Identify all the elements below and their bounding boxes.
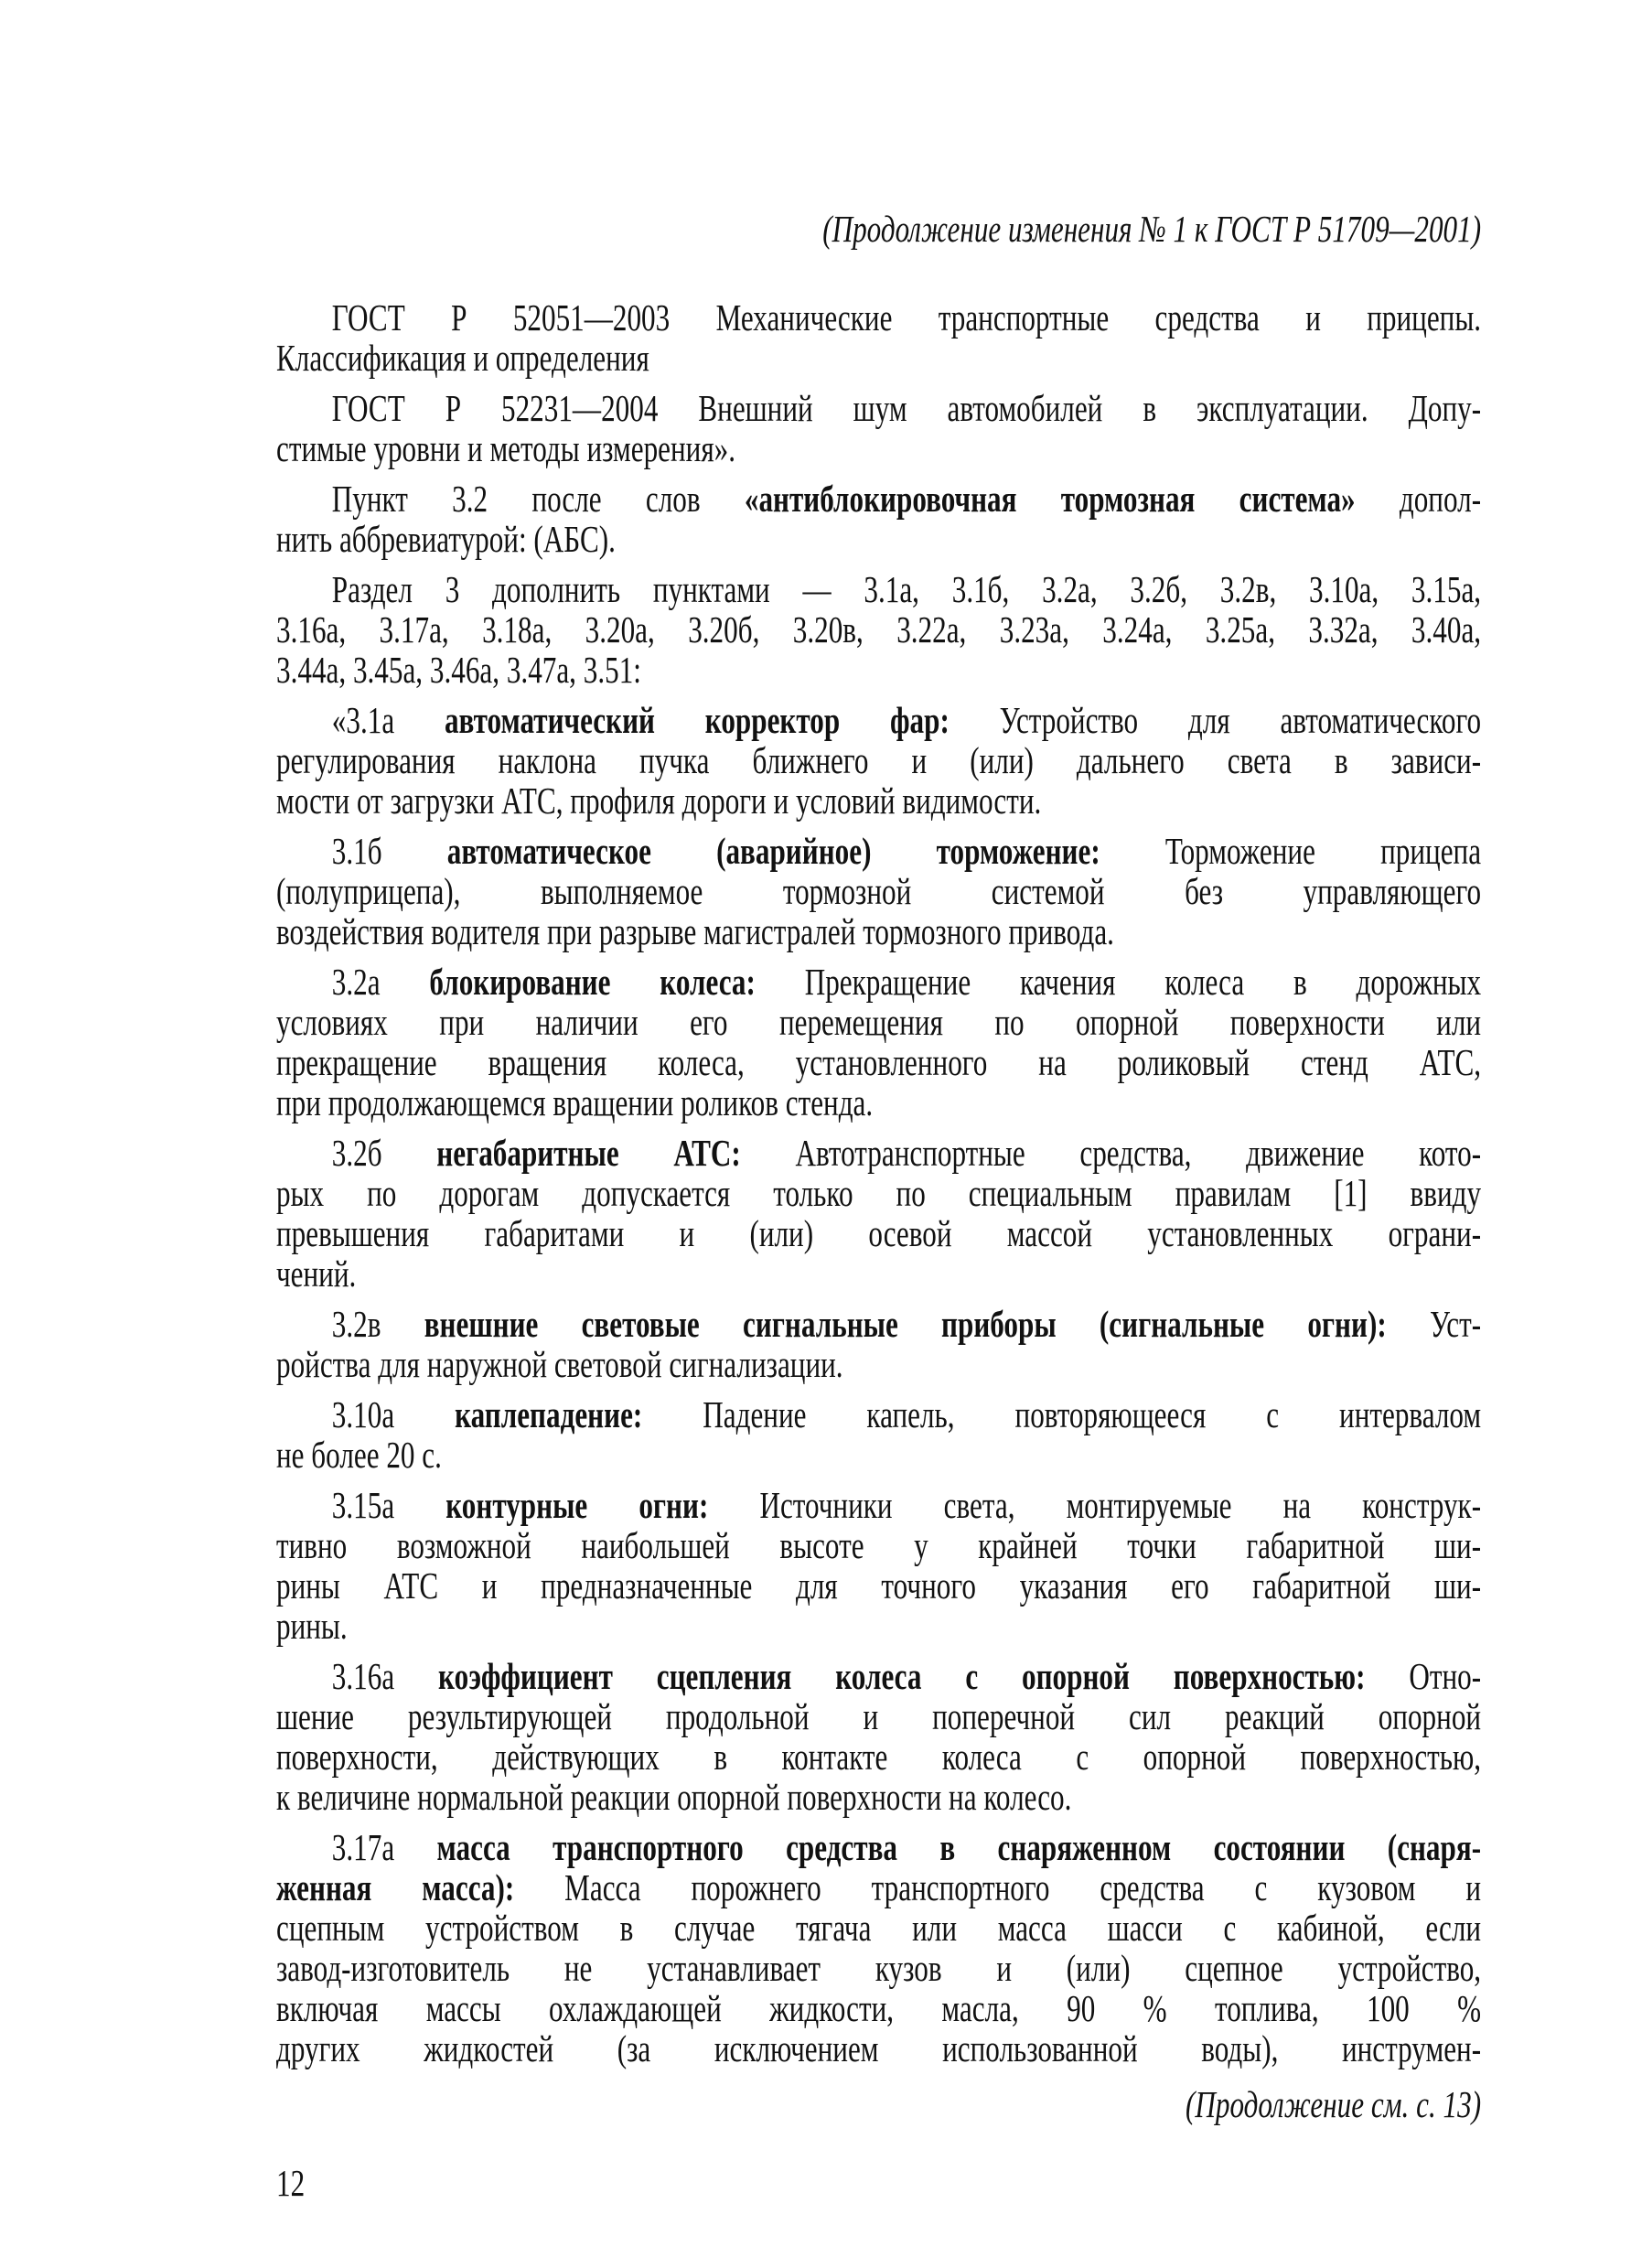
- text-line: [276, 519, 1481, 559]
- paragraph: [276, 962, 1481, 1123]
- paragraph: [276, 1827, 1481, 2069]
- text-segment: других жидкостей (за исключением использованной воды), инструмен-: [276, 2027, 1482, 2069]
- text-segment: Пункт 3.2 после слов: [331, 478, 745, 520]
- page-number: 12: [276, 2162, 306, 2204]
- text-segment: не более 20 с.: [276, 1434, 442, 1476]
- text-line: [276, 1485, 1481, 1525]
- term-bold: внешние световые сигнальные приборы (сигнальные огни):: [424, 1303, 1387, 1345]
- text-line: [276, 428, 1481, 468]
- text-line: [276, 2028, 1481, 2069]
- text-segment: завод-изготовитель не устанавливает кузов и (или) сцепное устройство,: [276, 1947, 1482, 1989]
- paragraph: [276, 1485, 1481, 1646]
- term-bold: блокирование колеса:: [429, 961, 756, 1003]
- text-segment: мости от загрузки АТС, профиля дороги и условий видимости.: [276, 779, 1042, 822]
- term-bold: контурные огни:: [445, 1484, 709, 1526]
- text-line: [276, 831, 1481, 871]
- text-line: [276, 780, 1481, 821]
- text-segment: сцепным устройством в случае тягача или масса шасси с кабиной, если: [276, 1907, 1482, 1949]
- text-line: [276, 650, 1481, 690]
- text-line: [276, 1736, 1481, 1777]
- paragraph: [276, 1394, 1481, 1475]
- text-segment: включая массы охлаждающей жидкости, масла, 90 % топлива, 100 %: [276, 1987, 1482, 2029]
- document-body: [276, 297, 1481, 2079]
- text-segment: нить аббревиатурой: (АБС).: [276, 518, 616, 560]
- term-bold: «антиблокировочная тормозная система»: [744, 478, 1356, 520]
- text-line: [276, 1213, 1481, 1253]
- text-line: [276, 297, 1481, 338]
- text-line: [276, 1394, 1481, 1435]
- text-segment: ройства для наружной световой сигнализации.: [276, 1343, 843, 1385]
- paragraph: [276, 831, 1481, 951]
- text-line: [276, 1344, 1481, 1384]
- text-segment: 3.16а, 3.17а, 3.18а, 3.20а, 3.20б, 3.20в, 3.22а, 3.23а, 3.24а, 3.25а, 3.32а, 3.40а,: [276, 608, 1482, 650]
- text-segment: 3.1б: [331, 830, 447, 872]
- text-segment: допол-: [1355, 478, 1482, 520]
- text-line: [276, 1988, 1481, 2028]
- text-line: [276, 1656, 1481, 1696]
- text-line: [276, 700, 1481, 740]
- text-segment: Отно-: [1365, 1655, 1482, 1697]
- text-segment: рых по дорогам допускается только по специальным правилам [1] ввиду: [276, 1172, 1482, 1214]
- text-segment: Автотранспортные средства, движение кото-: [740, 1132, 1482, 1174]
- text-segment: 3.16а: [331, 1655, 439, 1697]
- paragraph: [276, 1133, 1481, 1294]
- text-segment: превышения габаритами и (или) осевой массой установленных ограни-: [276, 1212, 1482, 1254]
- text-line: [276, 1082, 1481, 1123]
- text-segment: Уст-: [1386, 1303, 1482, 1345]
- text-line: [276, 1253, 1481, 1294]
- text-segment: прекращение вращения колеса, установленного на роликовый стенд АТС,: [276, 1041, 1482, 1083]
- text-segment: Падение капель, повторяющееся с интервалом: [642, 1393, 1482, 1435]
- paragraph: [276, 478, 1481, 559]
- text-segment: Прекращение качения колеса в дорожных: [755, 961, 1482, 1003]
- text-segment: Источники света, монтируемые на конструк-: [708, 1484, 1482, 1526]
- text-line: [276, 1777, 1481, 1817]
- text-segment: Торможение прицепа: [1100, 830, 1482, 872]
- text-line: [276, 1606, 1481, 1646]
- text-segment: ГОСТ Р 52231—2004 Внешний шум автомобилей в эксплуатации. Допу-: [331, 387, 1482, 429]
- text-segment: 3.2б: [331, 1132, 437, 1174]
- text-line: [276, 1173, 1481, 1213]
- paragraph: [276, 388, 1481, 468]
- text-line: [276, 740, 1481, 780]
- text-line: [276, 1304, 1481, 1344]
- text-line: [276, 1827, 1481, 1867]
- text-line: [276, 569, 1481, 609]
- text-segment: Классификация и определения: [276, 337, 649, 379]
- text-segment: 3.44а, 3.45а, 3.46а, 3.47а, 3.51:: [276, 649, 641, 691]
- paragraph: [276, 700, 1481, 821]
- text-segment: тивно возможной наибольшей высоте у крайней точки габаритной ши-: [276, 1524, 1482, 1566]
- paragraph: [276, 569, 1481, 690]
- text-segment: 3.2а: [331, 961, 430, 1003]
- text-segment: при продолжающемся вращении роликов стенда.: [276, 1081, 874, 1123]
- term-bold: негабаритные АТС:: [436, 1132, 741, 1174]
- term-bold: автоматическое (аварийное) торможение:: [446, 830, 1100, 872]
- paragraph: [276, 1304, 1481, 1384]
- text-segment: рины.: [276, 1605, 348, 1647]
- text-line: [276, 1948, 1481, 1988]
- text-segment: 3.17а: [331, 1826, 437, 1868]
- text-segment: «3.1а: [331, 699, 445, 741]
- text-segment: Раздел 3 дополнить пунктами — 3.1а, 3.1б, 3.2а, 3.2б, 3.2в, 3.10а, 3.15а,: [331, 568, 1482, 610]
- text-segment: ГОСТ Р 52051—2003 Механические транспортные средства и прицепы.: [331, 296, 1482, 339]
- term-bold: коэффициент сцепления колеса с опорной поверхностью:: [438, 1655, 1366, 1697]
- text-line: [276, 1133, 1481, 1173]
- text-line: [276, 338, 1481, 378]
- term-bold: женная масса):: [276, 1866, 515, 1908]
- text-segment: к величине нормальной реакции опорной поверхности на колесо.: [276, 1776, 1072, 1818]
- text-segment: 3.10а: [331, 1393, 456, 1435]
- text-segment: (полуприцепа), выполняемое тормозной системой без управляющего: [276, 870, 1482, 912]
- text-segment: условиях при наличии его перемещения по опорной поверхности или: [276, 1001, 1482, 1043]
- term-bold: автоматический корректор фар:: [444, 699, 950, 741]
- paragraph: [276, 297, 1481, 378]
- text-line: [276, 1696, 1481, 1736]
- text-line: [276, 478, 1481, 519]
- text-line: [276, 1565, 1481, 1606]
- text-segment: воздействия водителя при разрыве магистралей тормозного привода.: [276, 910, 1114, 952]
- text-line: [276, 1908, 1481, 1948]
- text-line: [276, 1042, 1481, 1082]
- text-line: [276, 1867, 1481, 1908]
- term-bold: масса транспортного средства в снаряженном состоянии (снаря-: [436, 1826, 1482, 1868]
- text-segment: Устройство для автоматического: [949, 699, 1482, 741]
- text-segment: 3.15а: [331, 1484, 446, 1526]
- text-segment: поверхности, действующих в контакте колеса с опорной поверхностью,: [276, 1736, 1482, 1778]
- text-line: [276, 1435, 1481, 1475]
- text-segment: шение результирующей продольной и поперечной сил реакций опорной: [276, 1695, 1482, 1737]
- term-bold: каплепадение:: [455, 1393, 643, 1435]
- running-header: (Продолжение изменения № 1 к ГОСТ Р 51709—2001): [822, 208, 1482, 250]
- text-line: [276, 609, 1481, 650]
- text-line: [276, 911, 1481, 951]
- text-segment: 3.2в: [331, 1303, 424, 1345]
- text-segment: чений.: [276, 1252, 357, 1295]
- paragraph: [276, 1656, 1481, 1817]
- text-segment: Масса порожнего транспортного средства с кузовом и: [514, 1866, 1482, 1908]
- text-segment: рины АТС и предназначенные для точного указания его габаритной ши-: [276, 1564, 1482, 1607]
- text-segment: стимые уровни и методы измерения».: [276, 427, 736, 469]
- continuation-note: (Продолжение см. с. 13): [1185, 2083, 1482, 2125]
- text-segment: регулирования наклона пучка ближнего и (или) дальнего света в зависи-: [276, 739, 1482, 781]
- text-line: [276, 1525, 1481, 1565]
- text-line: [276, 871, 1481, 911]
- text-line: [276, 388, 1481, 428]
- text-line: [276, 962, 1481, 1002]
- text-line: [276, 1002, 1481, 1042]
